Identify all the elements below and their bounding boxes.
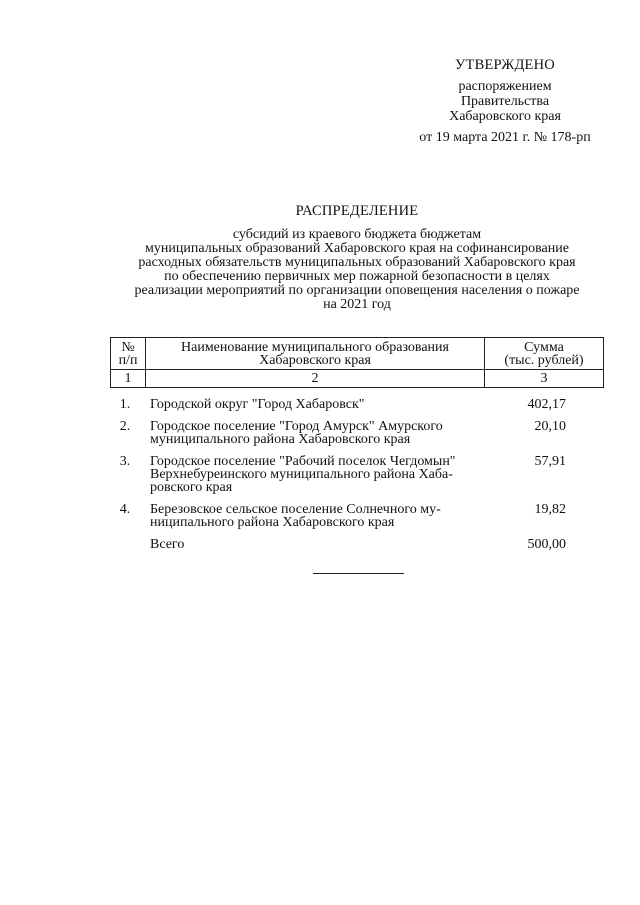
distribution-table-body — [110, 398, 604, 560]
row-number: 1. — [119, 397, 131, 412]
table-row — [110, 398, 604, 411]
header-sum-line-1: Сумма — [524, 339, 564, 355]
row-sum: 19,82 — [534, 502, 566, 517]
approval-line-3: Хабаровского края — [449, 109, 561, 124]
table-total-row — [110, 538, 604, 551]
table-column-numbers-row — [111, 370, 604, 388]
table-header-row — [111, 338, 604, 370]
title-line-1: субсидий из краевого бюджета бюджетам — [232, 227, 482, 242]
row-name — [150, 420, 480, 446]
row-number: 2. — [119, 419, 131, 434]
title-line-4: по обеспечению первичных мер пожарной безопасности в целях — [164, 269, 550, 284]
row-number: 4. — [119, 502, 131, 517]
table-row — [110, 420, 604, 446]
row-name-line: Городское поселение "Город Амурск" Амурского — [150, 419, 443, 434]
row-sum: 402,17 — [527, 397, 566, 412]
row-sum: 20,10 — [534, 419, 566, 434]
title-line-6: на 2021 год — [323, 297, 391, 312]
approval-heading: УТВЕРЖДЕНО — [455, 57, 555, 73]
row-name — [150, 503, 480, 529]
distribution-table-header — [110, 337, 604, 388]
approval-date: от 19 марта 2021 г. № 178-рп — [419, 130, 591, 145]
total-label: Всего — [150, 537, 185, 552]
table-row — [110, 503, 604, 529]
title-line-3: расходных обязательств муниципальных образований Хабаровского края — [138, 255, 576, 270]
row-name-line: Верхнебуреинского муниципального района Хаба- — [150, 467, 453, 482]
table-row — [110, 455, 604, 494]
row-name-line: Городское поселение "Рабочий поселок Чегдомын" — [150, 454, 456, 469]
row-name-line: Городской округ "Город Хабаровск" — [150, 397, 365, 412]
title-main: РАСПРЕДЕЛЕНИЕ — [295, 203, 419, 219]
column-number-3: 3 — [485, 370, 604, 388]
header-name-line-1: Наименование муниципального образования — [181, 339, 449, 355]
row-name-line: Березовское сельское поселение Солнечного му- — [150, 502, 441, 517]
header-num-cell — [111, 338, 146, 370]
header-name-cell — [146, 338, 485, 370]
row-number: 3. — [119, 454, 131, 469]
header-num-line-2: п/п — [118, 352, 138, 368]
row-sum: 57,91 — [534, 454, 566, 469]
document-title — [112, 204, 602, 312]
approval-line-1: распоряжением — [458, 79, 552, 94]
header-name-line-2: Хабаровского края — [259, 352, 371, 368]
end-divider — [313, 573, 404, 574]
header-sum-cell — [485, 338, 604, 370]
row-name — [150, 398, 480, 411]
header-num-line-1: № — [121, 339, 135, 355]
row-name-line: ниципального района Хабаровского края — [150, 515, 395, 530]
row-name-line: муниципального района Хабаровского края — [150, 432, 411, 447]
approval-stamp — [395, 58, 615, 145]
row-name — [150, 455, 480, 494]
title-line-5: реализации мероприятий по организации оповещения населения о пожаре — [134, 283, 580, 298]
total-sum: 500,00 — [527, 537, 566, 552]
row-name-line: ровского края — [150, 480, 233, 495]
title-line-2: муниципальных образований Хабаровского края на софинансирование — [145, 241, 569, 256]
header-sum-line-2: (тыс. рублей) — [504, 352, 584, 368]
column-number-1: 1 — [111, 370, 146, 388]
column-number-2: 2 — [146, 370, 485, 388]
approval-line-2: Правительства — [460, 94, 550, 109]
